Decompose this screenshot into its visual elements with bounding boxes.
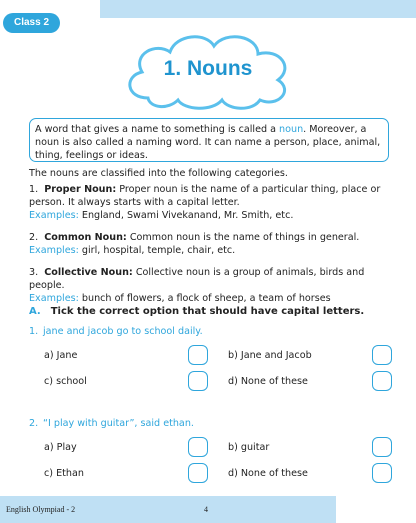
top-banner [100,0,416,18]
section-heading [29,306,364,317]
category-name: Common Noun: [44,232,127,243]
definition-keyword: noun [279,124,304,135]
tick-box[interactable] [372,437,392,457]
class-badge: Class 2 [3,13,60,33]
examples-label: Examples: [29,210,79,221]
question-text: “I play with guitar”, said ethan. [43,418,194,429]
option-d: d) None of these [228,376,308,387]
category-desc: Common noun is the name of things in general. [126,232,360,243]
option-d: d) None of these [228,468,308,479]
option-c: c) school [44,376,87,387]
category-collective [29,266,399,305]
examples-text: England, Swami Vivekanand, Mr. Smith, etc. [78,210,294,221]
page-number: 4 [204,505,208,514]
category-name: Proper Noun: [44,184,117,195]
question-number: 1. [29,326,39,337]
tick-box[interactable] [372,463,392,483]
category-number: 2. [29,232,39,243]
tick-box[interactable] [188,345,208,365]
option-a: a) Jane [44,350,78,361]
footer-bar [0,496,336,523]
category-name: Collective Noun: [44,267,133,278]
definition-box [29,118,389,162]
option-b: b) guitar [228,442,270,453]
examples-label: Examples: [29,293,79,304]
tick-box[interactable] [188,463,208,483]
page-title: 1. Nouns [163,57,253,80]
option-c: c) Ethan [44,468,84,479]
question-2 [29,418,194,429]
category-desc: Collective noun is a group of animals, birds and people. [29,267,365,291]
question-1 [29,326,203,337]
category-number: 1. [29,184,39,195]
examples-text: girl, hospital, temple, chair, etc. [78,245,236,256]
footer-title: English Olympiad - 2 [6,505,76,514]
tick-box[interactable] [188,371,208,391]
tick-box[interactable] [372,345,392,365]
question-text: jane and jacob go to school daily. [43,326,203,337]
section-label: A. [29,306,41,317]
definition-text-2: . Moreover, a noun is also called a naming word. It can name a person, place, animal, thing, feelings or ideas. [35,124,381,161]
intro-text: The nouns are classified into the following categories. [29,168,288,179]
category-desc: Proper noun is the name of a particular thing, place or person. It always starts with a capital letter. [29,184,381,208]
category-proper [29,183,399,222]
tick-box[interactable] [372,371,392,391]
category-number: 3. [29,267,39,278]
examples-label: Examples: [29,245,79,256]
question-number: 2. [29,418,39,429]
option-b: b) Jane and Jacob [228,350,312,361]
option-a: a) Play [44,442,77,453]
definition-text-1: A word that gives a name to something is called a [35,124,280,135]
section-text: Tick the correct option that should have capital letters. [50,306,365,317]
category-common [29,231,399,257]
tick-box[interactable] [188,437,208,457]
examples-text: bunch of flowers, a flock of sheep, a team of horses [78,293,331,304]
